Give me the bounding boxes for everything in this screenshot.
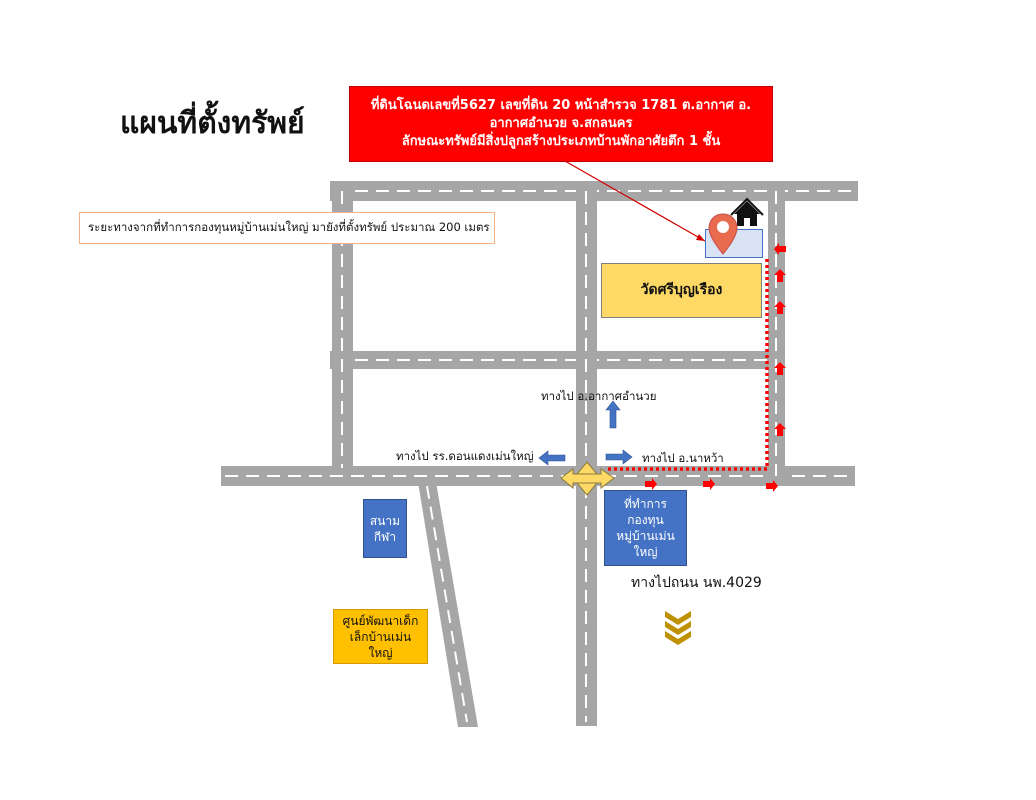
child-development-center-landmark xyxy=(333,609,428,664)
childcenter-label-line1: ศูนย์พัฒนาเด็ก xyxy=(342,613,419,628)
office-label-line1: ที่ทำการ xyxy=(623,497,667,511)
property-info-box xyxy=(349,86,773,162)
temple-landmark: วัดศรีบุญเรือง xyxy=(601,263,762,318)
village-fund-office-landmark xyxy=(604,490,687,566)
childcenter-label-line2: เล็กบ้านเม่น xyxy=(349,629,412,644)
stadium-label-line1: สนาม xyxy=(369,513,401,528)
stadium-label-line2: กีฬา xyxy=(373,529,397,544)
property-info-line2: อากาศอำนวย จ.สกลนคร xyxy=(489,116,633,131)
office-label-line4: ใหญ่ xyxy=(633,545,658,559)
direction-east-label: ทางไป อ.นาหว้า xyxy=(642,451,724,465)
page-title: แผนที่ตั้งทรัพย์ xyxy=(120,106,305,141)
chevron-down-icon xyxy=(665,611,691,645)
title-pointer-arrowhead xyxy=(696,234,705,241)
office-label-line3: หมู่บ้านเม่น xyxy=(616,529,675,543)
direction-south-label: ทางไปถนน นพ.4029 xyxy=(631,575,762,591)
property-info-line1: ที่ดินโฉนดเลขที่5627 เลขที่ดิน 20 หน้าสำรวจ 1781 ต.อากาศ อ. xyxy=(370,98,752,113)
distance-note: ระยะทางจากที่ทำการกองทุนหมู่บ้านเม่นใหญ่ มายังที่ตั้งทรัพย์ ประมาณ 200 เมตร xyxy=(79,212,495,244)
property-info-line3: ลักษณะทรัพย์มีสิ่งปลูกสร้างประเภทบ้านพักอาศัยตึก 1 ชั้น xyxy=(401,134,721,149)
arrow-east-icon xyxy=(606,450,632,464)
road-network xyxy=(221,181,858,727)
location-pin-icon xyxy=(707,212,739,256)
office-label-line2: กองทุน xyxy=(627,513,664,527)
direction-north-label: ทางไป อ.อากาศอำนวย xyxy=(541,389,657,403)
childcenter-label-line3: ใหญ่ xyxy=(368,645,393,660)
stadium-landmark xyxy=(363,499,407,558)
arrow-west-icon xyxy=(539,451,565,465)
direction-west-label: ทางไป รร.ดอนแดงเม่นใหญ่ xyxy=(396,449,534,463)
